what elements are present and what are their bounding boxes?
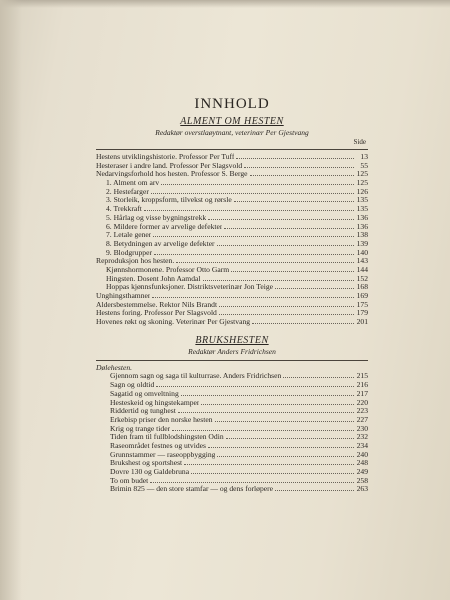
section-editor: Redaktør Anders Fridrichsen xyxy=(188,346,276,356)
toc-entry-title: Tiden fram til fullblodshingsten Odin xyxy=(110,433,224,442)
toc-entry-title: To om budet xyxy=(110,476,149,485)
toc-entry-title: 4. Trekkraft xyxy=(106,205,142,214)
toc-entry-title: Nedarvingsforhold hos hesten. Professor S. Berge xyxy=(96,170,248,179)
toc-entry-page: 138 xyxy=(356,230,368,240)
toc-entry-title: 5. Hårlag og visse bygningstrekk xyxy=(106,213,207,222)
toc-entry xyxy=(96,416,368,425)
toc-entry-title: Gjennom sagn og saga til kulturrase. Anders Fridrichsen xyxy=(110,372,282,381)
toc-entry-title: 3. Storleik, kroppsform, tilvekst og rørsle xyxy=(106,196,232,205)
section-title: BRUKSHESTEN xyxy=(195,334,269,346)
toc-entry-title: Hovenes røkt og skoning. Veterinær Per Gjestvang xyxy=(96,318,251,327)
dot-leader xyxy=(244,162,354,168)
toc-entry-title: Brukshest og sportshest xyxy=(110,459,183,468)
toc-entry-page: 169 xyxy=(356,291,368,300)
toc-entry xyxy=(96,240,368,249)
toc-entry xyxy=(96,188,368,197)
toc-entry xyxy=(96,390,368,399)
toc-entry-page: 223 xyxy=(356,406,368,416)
toc-entry-title: Kjønnshormonene. Professor Otto Garm xyxy=(106,265,230,274)
toc-entry-title: Sagatid og omveltning xyxy=(110,389,179,398)
toc-entry-title: Krig og trange tider xyxy=(110,424,171,433)
toc-entry-page: 230 xyxy=(356,423,368,433)
dot-leader xyxy=(275,283,354,289)
toc-entry-title: Brimin 825 — den store stamfar — og dens forløpere xyxy=(110,485,274,494)
toc-entry-page: 216 xyxy=(356,380,368,390)
dot-leader xyxy=(144,205,354,211)
page-top-shadow xyxy=(0,0,450,8)
toc-entry-page: 227 xyxy=(356,414,368,424)
toc-entry-title: Reproduksjon hos hesten. xyxy=(96,257,175,266)
section-rule xyxy=(96,149,368,150)
toc-entry-page: 125 xyxy=(356,169,368,179)
toc-entry-page: 143 xyxy=(356,256,368,266)
toc-entry xyxy=(96,468,368,477)
toc-entry xyxy=(96,301,368,310)
dot-leader xyxy=(252,318,354,324)
toc-entry-title: 7. Letale gener xyxy=(106,231,152,240)
section-title: ALMENT OM HESTEN xyxy=(180,116,284,127)
section-alment xyxy=(96,116,368,327)
dot-leader xyxy=(156,381,354,387)
toc-entry-title: Aldersbestemmelse. Rektor Nils Brandt xyxy=(96,300,218,309)
toc-entry-title: Erkebisp priser den norske hesten xyxy=(110,415,213,424)
toc-entry-page: 136 xyxy=(356,221,368,231)
toc-entry-page: 144 xyxy=(356,264,368,274)
dot-leader xyxy=(217,240,354,246)
dot-leader xyxy=(208,442,354,448)
dot-leader xyxy=(172,425,354,431)
toc-entry xyxy=(96,205,368,214)
toc-entry-title: 9. Blodgrupper xyxy=(106,248,152,257)
toc-entry xyxy=(96,214,368,223)
side-column-label: Side xyxy=(353,138,366,146)
toc-entry-page: 126 xyxy=(356,186,368,196)
toc-entry-page: 263 xyxy=(356,484,368,494)
toc-entry-title: 1. Alment om arv xyxy=(106,179,160,188)
toc-entry-page: 248 xyxy=(356,458,368,468)
section-editor: Redaktør overstlaøytnant, veterinær Per Gjestvang xyxy=(155,128,309,137)
toc-entry-title: Hestens utviklingshistorie. Professor Per Tuff xyxy=(96,153,235,161)
toc-entry-page: 240 xyxy=(356,449,368,459)
toc-entry xyxy=(96,223,368,232)
dot-leader xyxy=(176,257,354,263)
toc-entry-title: 8. Betydningen av arvelige defekter xyxy=(106,239,215,248)
toc-entry-title: Unghingsthamner xyxy=(96,292,151,300)
page-title: INNHOLD xyxy=(194,96,270,112)
toc-entry-title: Hestens foring. Professor Per Slagsvold xyxy=(96,309,217,318)
toc-entry-title: Hoppas kjønnsfunksjoner. Distriktsveterinær Jon Teige xyxy=(106,283,274,292)
toc-entry xyxy=(96,257,368,266)
toc-entry-page: 55 xyxy=(360,160,368,170)
toc-entry xyxy=(96,381,368,390)
dot-leader xyxy=(250,170,354,176)
toc-entry-page: 135 xyxy=(356,195,368,205)
dot-leader xyxy=(215,416,355,422)
toc-entry-page: 139 xyxy=(356,238,368,248)
toc-entry xyxy=(96,318,368,327)
toc-entry xyxy=(96,153,368,162)
dot-leader xyxy=(219,301,354,307)
toc-entry xyxy=(96,283,368,292)
toc-entry-title: Riddertid og tunghest xyxy=(110,407,176,416)
toc-entry-page: 136 xyxy=(356,212,368,222)
dot-leader xyxy=(191,468,354,474)
toc-entry-title: 2. Hestefarger xyxy=(106,187,149,196)
toc-entry xyxy=(96,275,368,284)
toc-entry-page: 175 xyxy=(356,299,368,309)
toc-entry xyxy=(96,477,368,486)
toc-entry-page: 234 xyxy=(356,440,368,450)
toc-entry-title: Hingsten. Dosent John Aamdal xyxy=(106,274,201,283)
dot-leader xyxy=(236,153,354,159)
toc-entry xyxy=(96,162,368,171)
toc-entry xyxy=(96,231,368,240)
toc-entry xyxy=(96,196,368,205)
section-entries xyxy=(96,153,368,327)
toc-entry-page: 179 xyxy=(356,308,368,318)
dot-leader xyxy=(275,485,354,491)
toc-entry xyxy=(96,309,368,318)
toc-entry-title: Sagn og oldtid xyxy=(110,381,155,390)
dot-leader xyxy=(153,231,354,237)
toc-entry-title: Raseområdet festnes og utvides xyxy=(110,441,206,450)
toc-entry-page: 220 xyxy=(356,397,368,407)
subsection-heading: Dølehesten. xyxy=(96,362,133,372)
table-of-contents xyxy=(96,96,368,494)
toc-entry xyxy=(96,399,368,408)
dot-leader xyxy=(208,214,354,220)
dot-leader xyxy=(151,188,354,194)
dot-leader xyxy=(234,196,354,202)
section-brukshesten xyxy=(96,335,368,494)
toc-entry-page: 125 xyxy=(356,178,368,188)
dot-leader xyxy=(150,477,354,483)
dot-leader xyxy=(154,249,354,255)
toc-entry-page: 249 xyxy=(356,467,368,476)
dot-leader xyxy=(184,459,354,465)
dot-leader xyxy=(283,372,354,378)
dot-leader xyxy=(217,451,354,457)
dot-leader xyxy=(219,309,354,315)
dot-leader xyxy=(181,390,354,396)
toc-entry xyxy=(96,407,368,416)
toc-entry-page: 135 xyxy=(356,204,368,214)
toc-entry-title: Grunnstammer — raseoppbygging xyxy=(110,450,216,459)
dot-leader xyxy=(201,399,354,405)
dot-leader xyxy=(231,266,354,272)
toc-entry xyxy=(96,292,368,301)
toc-entry-title: 6. Mildere former av arvelige defekter xyxy=(106,222,223,231)
dot-leader xyxy=(161,179,354,185)
toc-entry-page: 258 xyxy=(356,475,368,485)
dot-leader xyxy=(226,433,354,439)
toc-entry-page: 215 xyxy=(356,371,368,381)
toc-entry xyxy=(96,459,368,468)
toc-entry xyxy=(96,442,368,451)
toc-entry xyxy=(96,425,368,434)
toc-entry-page: 232 xyxy=(356,432,368,442)
page-left-shadow xyxy=(0,0,22,600)
toc-entry xyxy=(96,451,368,460)
toc-entry xyxy=(96,433,368,442)
toc-entry xyxy=(96,249,368,258)
toc-entry xyxy=(96,485,368,494)
toc-entry xyxy=(96,266,368,275)
toc-entry-page: 168 xyxy=(356,282,368,292)
toc-entry-page: 13 xyxy=(360,152,368,161)
dot-leader xyxy=(203,275,355,281)
toc-entry xyxy=(96,170,368,179)
dot-leader xyxy=(178,407,354,413)
toc-entry xyxy=(96,372,368,381)
toc-entry-page: 140 xyxy=(356,247,368,257)
section-rule xyxy=(96,360,368,361)
toc-entry-page: 152 xyxy=(356,273,368,283)
toc-entry-page: 217 xyxy=(356,388,368,398)
section-entries xyxy=(96,372,368,494)
dot-leader xyxy=(152,292,354,298)
dot-leader xyxy=(224,223,354,229)
toc-entry xyxy=(96,179,368,188)
toc-entry-page: 201 xyxy=(356,317,368,327)
toc-entry-title: Hesteskeid og hingstekamper xyxy=(110,398,200,407)
toc-entry-title: Dovre 130 og Galdebruna xyxy=(110,468,190,476)
toc-entry-title: Hesteraser i andre land. Professor Per Slagsvold xyxy=(96,161,243,170)
